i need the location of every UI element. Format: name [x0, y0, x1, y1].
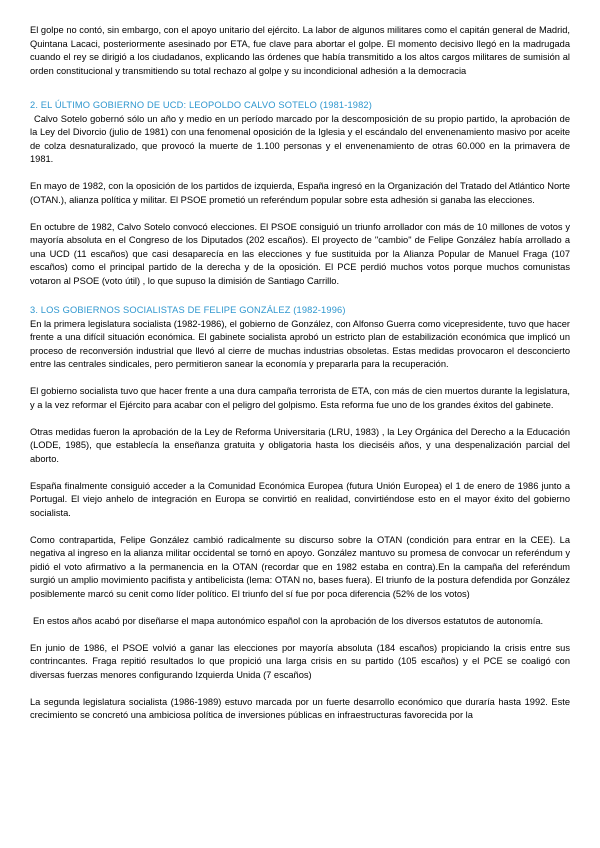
section-3-paragraph-3: Otras medidas fueron la aprobación de la Ley de Reforma Universitaria (LRU, 1983) , la Ley Orgánica del Derecho a la Educación (LODE, 1985), que establecía la enseñanza gratuita y obligatoria hasta los dieciséis años, y una despenalización parcial del aborto. — [30, 426, 570, 464]
section-3-paragraph-6: En estos años acabó por diseñarse el mapa autonómico español con la aprobación de los diversos estatutos de autonomía. — [33, 615, 544, 626]
section-2-paragraph-2: En mayo de 1982, con la oposición de los partidos de izquierda, España ingresó en la Organización del Tratado del Atlántico Norte (OTAN.), alianza política y militar. El PSOE prometió un referéndum popular sobre esta adhesión si ganaba las elecciones. — [30, 181, 570, 205]
section-3-paragraph-8: La segunda legislatura socialista (1986-1989) estuvo marcada por un fuerte desarrollo económico que duraría hasta 1992. Este crecimiento se concretó una ambiciosa política de inversiones públicas en infraestructuras favorecida por la — [30, 696, 570, 720]
section-3-paragraph-5: Como contrapartida, Felipe González cambió radicalmente su discurso sobre la OTAN (condición para entrar en la CEE). La negativa al ingreso en la alianza militar occidental se tornó en apoyo. González mantuvo su promesa de convocar un referéndum y pidió el voto afirmativo a la permanencia en la OTAN (recordar que en 1982 estaba en contra).En la campaña del referéndum surgió un amplio movimiento pacifista y antibelicista (lema: OTAN no, bases fuera). El triunfo de la postura defendida por González posiblemente marcó su cenit como líder político. El triunfo del sí fue por poca diferencia (52% de los votos) — [30, 534, 570, 599]
section-3-paragraph-1: En la primera legislatura socialista (1982-1986), el gobierno de González, con Alfonso Guerra como vicepresidente, tuvo que hacer frente a una difícil situación económica. El gabinete socialista aprobó un estricto plan de estabilización económica que implicó un proceso de reconversión industrial que llevó al cierre de muchas industrias obsoletas. Estas medidas provocaron el desconcierto entre las centrales sindicales, pero permitieron sanear la economía y prepararla para la recuperación. — [30, 318, 570, 369]
document-body — [30, 24, 570, 723]
section-2-paragraph-1: Calvo Sotelo gobernó sólo un año y medio en un período marcado por la descomposición de su propio partido, la aprobación de la Ley del Divorcio (julio de 1981) con una fenomenal oposición de la Iglesia y el escándalo del envenenamiento masivo por aceite de colza desnaturalizado, que provocó la muerte de 1.100 personas y el envenenamiento de otras 60.000 en la primavera de 1981. — [30, 113, 570, 164]
intro-paragraph: El golpe no contó, sin embargo, con el apoyo unitario del ejército. La labor de algunos militares como el capitán general de Madrid, Quintana Lacaci, posteriormente asesinado por ETA, fue clave para abortar el golpe. El momento decisivo llegó en la madrugada cuando el rey se dirigió a los ciudadanos, explicando las órdenes que había transmitido a los altos cargos militares de sumisión al orden constitucional y transmitiendo su total rechazo al golpe y su incondicional adhesión a la democracia — [30, 25, 570, 76]
section-3-paragraph-4: España finalmente consiguió acceder a la Comunidad Económica Europea (futura Unión Europea) el 1 de enero de 1986 junto a Portugal. El viejo anhelo de integración en Europa se convirtió en realidad, convirtiéndose esto en el mayor éxito del gobierno socialista. — [30, 480, 570, 518]
section-2-heading: 2. EL ÚLTIMO GOBIERNO DE UCD: LEOPOLDO CALVO SOTELO (1981-1982) — [30, 100, 372, 110]
section-3-paragraph-7: En junio de 1986, el PSOE volvió a ganar las elecciones por mayoría absoluta (184 escaños) propiciando la crisis entre sus contrincantes. Fraga repitió resultados lo que propició una larga crisis en su partido (105 escaños) y el PCE se coaligó con diversas fuerzas menores configurando Izquierda Unida (7 escaños) — [30, 642, 570, 680]
section-2-paragraph-3: En octubre de 1982, Calvo Sotelo convocó elecciones. El PSOE consiguió un triunfo arrollador con más de 10 millones de votos y mayoría absoluta en el Congreso de los Diputados (202 escaños). El proyecto de "cambio" de Felipe González había arrollado a una UCD (11 escaños) que casi desaparecía en las elecciones y fue sustituida por la Alianza Popular de Manuel Fraga (107 escaños) como el principal partido de la derecha y de la oposición. El PCE perdió muchos votos porque muchos comunistas votaron al PSOE (voto útil) , lo que supuso la dimisión de Santiago Carrillo. — [30, 221, 570, 286]
section-3-heading: 3. LOS GOBIERNOS SOCIALISTAS DE FELIPE GONZÁLEZ (1982-1996) — [30, 305, 346, 315]
section-3-paragraph-2: El gobierno socialista tuvo que hacer frente a una dura campaña terrorista de ETA, con más de cien muertos durante la legislatura, y a la vez reformar el Ejército para acabar con el peligro del golpismo. Esta reforma fue uno de los grandes éxitos del gabinete. — [30, 386, 570, 410]
